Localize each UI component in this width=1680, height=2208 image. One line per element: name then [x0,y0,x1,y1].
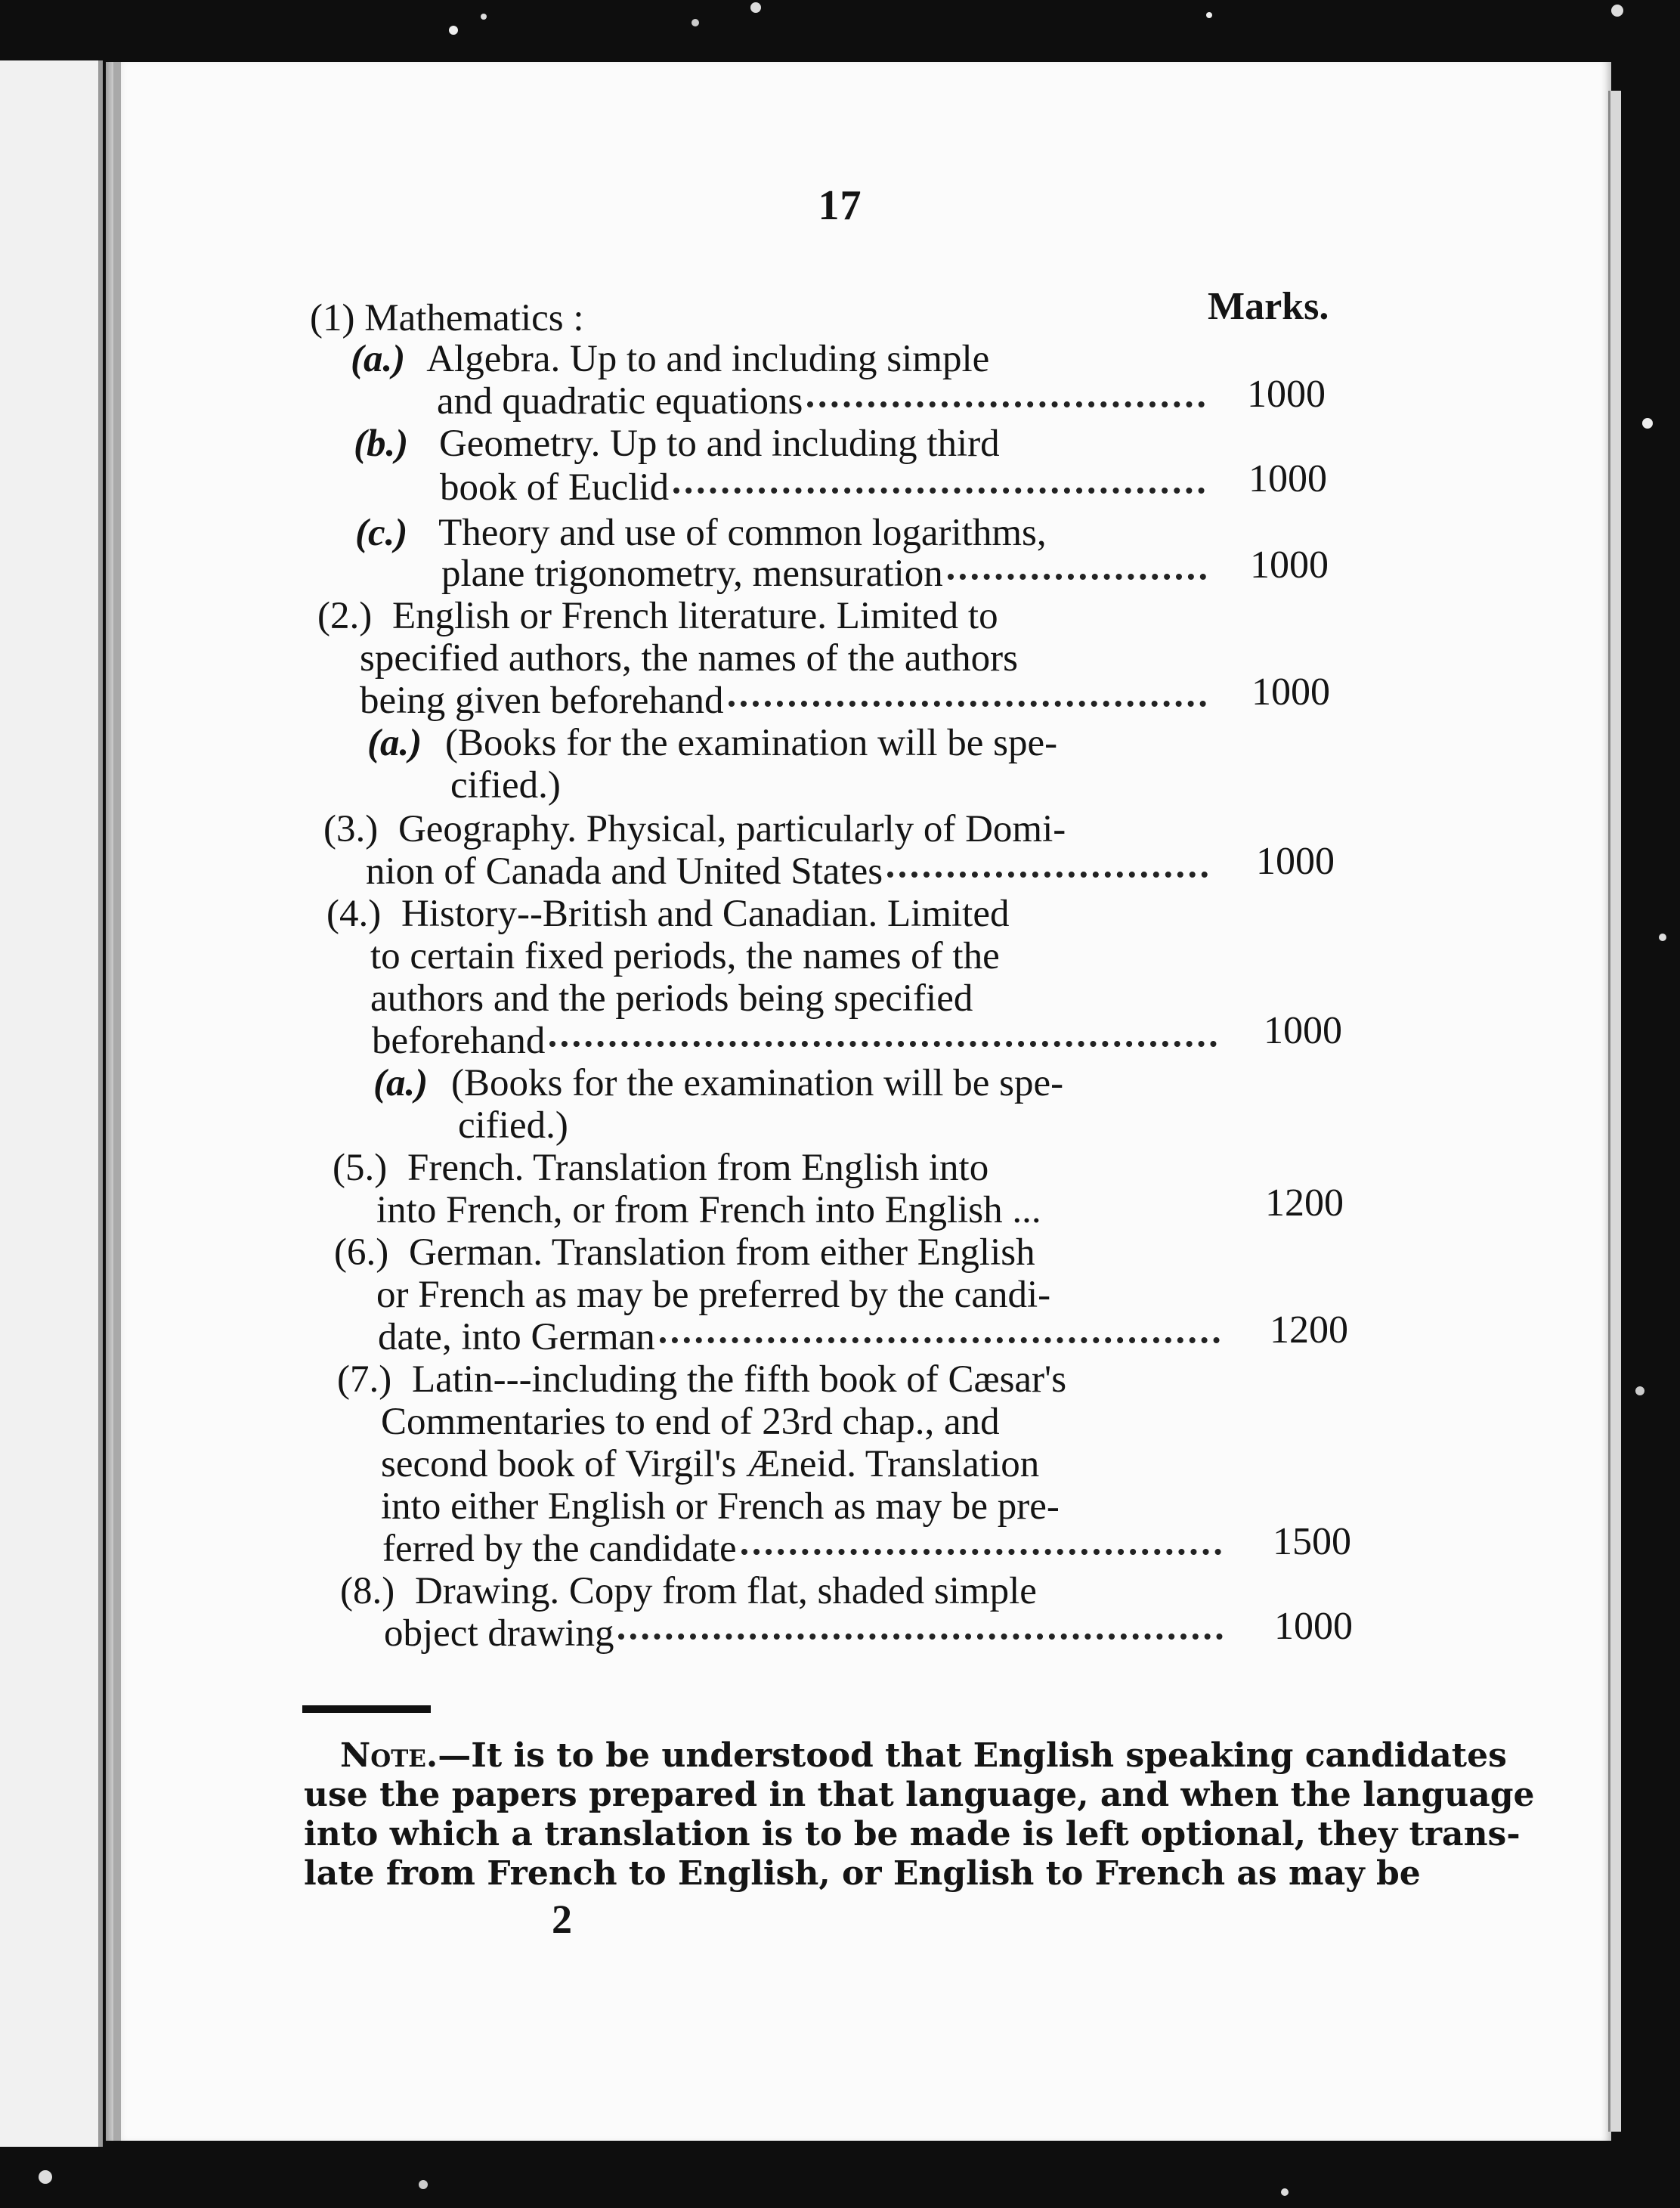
page-number: 17 [818,182,862,229]
mark-history: 1000 [1264,1009,1342,1052]
mark-algebra: 1000 [1247,373,1326,416]
subject-literature-line-3: being given beforehand [360,679,1206,723]
note-line-3: into which a translation is to be made is left optional, they trans- [304,1815,1521,1853]
note-line-4: late from French to English, or English to French as may be [304,1854,1421,1893]
subject-logarithms-line-2: plane trigonometry, mensuration [441,552,1206,596]
subject-history-note-line-2: cified.) [458,1104,568,1147]
page-right-edge [1608,91,1621,2132]
subject-literature-note-line-1: (a.) (Books for the examination will be spe- [367,722,1058,764]
subject-algebra-line-1: (a.) Algebra. Up to and including simple [351,338,990,380]
subject-german-line-2: or French as may be preferred by the candi- [376,1274,1051,1316]
facing-page-edge [0,60,103,2147]
subject-german-line-3: date, into German [378,1315,1220,1359]
subject-latin-line-1: (7.) Latin---including the fifth book of Cæsar's [337,1358,1067,1401]
mark-drawing: 1000 [1274,1605,1353,1648]
mark-logarithms: 1000 [1250,543,1329,587]
subject-latin-line-4: into either English or French as may be pre- [381,1485,1060,1528]
subject-logarithms-line-1: (c.) Theory and use of common logarithms, [355,512,1047,554]
subject-history-line-3: authors and the periods being specified [370,977,973,1020]
subject-geometry-line-1: (b.) Geometry. Up to and including third [354,423,1000,465]
subject-geography-line-1: (3.) Geography. Physical, particularly of Domi- [323,808,1066,850]
note-line-2: use the papers prepared in that language, and when the language [304,1776,1535,1814]
note-line-1: Note. —It is to be understood that English speaking candidates [340,1736,1507,1775]
marks-column-header: Marks. [1208,285,1329,328]
page-gutter [113,62,121,2141]
subject-history-line-1: (4.) History--British and Canadian. Limited [326,893,1010,935]
mark-geography: 1000 [1256,840,1335,883]
mark-german: 1200 [1270,1308,1348,1352]
mark-literature: 1000 [1251,670,1330,714]
subject-history-line-4: beforehand [372,1019,1217,1063]
subject-drawing-line-1: (8.) Drawing. Copy from flat, shaded simple [340,1570,1037,1612]
subject-literature-line-1: (2.) English or French literature. Limited to [317,595,998,637]
subject-literature-note-line-2: cified.) [450,764,561,807]
subject-french-line-1: (5.) French. Translation from English into [333,1147,989,1189]
subject-latin-line-5: ferred by the candidate [382,1527,1221,1571]
subject-history-note-line-1: (a.) (Books for the examination will be spe- [373,1062,1064,1104]
mark-french: 1200 [1265,1181,1344,1225]
subject-drawing-line-2: object drawing [384,1612,1223,1655]
subject-german-line-1: (6.) German. Translation from either English [334,1231,1035,1274]
subject-geography-line-2: nion of Canada and United States [366,850,1208,893]
subject-latin-line-2: Commentaries to end of 23rd chap., and [381,1401,1000,1443]
subject-geometry-line-2: book of Euclid [440,466,1205,509]
subject-heading-mathematics: (1) Mathematics : [310,297,584,339]
subject-latin-line-3: second book of Virgil's Æneid. Translation [381,1443,1040,1485]
section-divider-rule [302,1705,431,1713]
mark-latin: 1500 [1273,1520,1351,1563]
subject-history-line-2: to certain fixed periods, the names of the [370,935,1000,977]
mark-geometry: 1000 [1248,457,1327,500]
subject-literature-line-2: specified authors, the names of the authors [360,637,1018,680]
subject-french-line-2: into French, or from French into English ... [376,1189,1041,1231]
signature-mark: 2 [552,1897,572,1942]
subject-algebra-line-2: and quadratic equations [437,379,1205,423]
